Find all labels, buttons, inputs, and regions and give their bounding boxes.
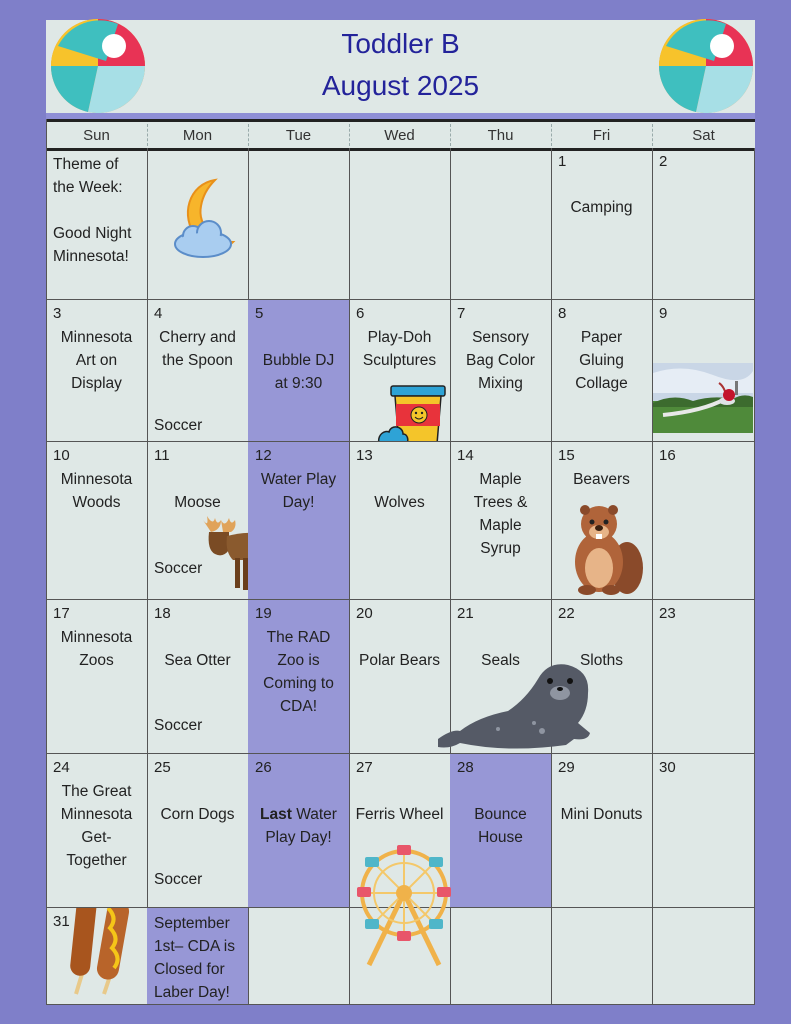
weekday-fri: Fri — [592, 127, 611, 144]
day-event: Last Water Play Day! — [260, 806, 337, 846]
day-event: The Great Minnesota Get- Together — [60, 783, 133, 869]
day-event: Sea Otter — [164, 652, 231, 669]
day-event: Cherry and the Spoon — [159, 329, 236, 369]
soccer-label: Soccer — [154, 560, 203, 577]
day-number: 15 — [558, 447, 575, 464]
day-cell-highlight — [450, 754, 552, 908]
day-event: Mini Donuts — [560, 806, 643, 823]
day-number: 28 — [457, 759, 474, 776]
day-number: 3 — [53, 305, 62, 322]
soccer-label: Soccer — [154, 417, 203, 434]
day-number: 2 — [659, 153, 668, 170]
day-number: 20 — [356, 605, 373, 622]
day-cell-empty — [248, 908, 350, 1005]
day-event: Minnesota Woods — [60, 471, 133, 511]
day-number: 10 — [53, 447, 70, 464]
day-event: The RAD Zoo is Coming to CDA! — [263, 629, 334, 715]
day-number: 30 — [659, 759, 676, 776]
theme-cell — [46, 148, 148, 300]
day-cell-highlight — [248, 442, 350, 600]
day-cell — [652, 300, 755, 442]
day-cell — [147, 754, 249, 908]
day-event: Minnesota Art on Display — [60, 329, 133, 392]
day-cell-highlight — [248, 600, 350, 754]
day-cell-empty — [349, 148, 451, 300]
beach-ball-icon — [48, 16, 148, 116]
day-event: Camping — [570, 199, 633, 216]
day-cell — [147, 442, 249, 600]
day-event: Play-Doh Sculptures — [362, 329, 437, 369]
day-cell-highlight — [248, 754, 350, 908]
calendar-grid — [46, 119, 755, 1005]
page-title: Toddler B — [341, 28, 460, 59]
day-event: Moose — [174, 494, 221, 511]
spoon-cherry-photo — [653, 363, 753, 433]
day-event: Paper Gluing Collage — [575, 329, 628, 392]
day-number: 7 — [457, 305, 466, 322]
day-number: 1 — [558, 153, 567, 170]
day-event: Ferris Wheel — [355, 806, 444, 823]
day-event: Bounce House — [474, 806, 527, 846]
day-number: 18 — [154, 605, 171, 622]
day-number: 6 — [356, 305, 365, 322]
play-doh-icon — [377, 382, 447, 442]
day-cell-empty — [248, 148, 350, 300]
day-event: Corn Dogs — [160, 806, 235, 823]
ferris-wheel-icon — [349, 843, 459, 967]
day-number: 24 — [53, 759, 70, 776]
day-cell — [349, 442, 451, 600]
day-event: Sloths — [579, 652, 624, 669]
day-cell — [652, 148, 755, 300]
day-cell — [652, 600, 755, 754]
beaver-icon — [565, 502, 651, 596]
moon-cloud-icon — [167, 176, 237, 266]
beach-ball-icon — [656, 16, 756, 116]
weekday-thu: Thu — [487, 127, 514, 144]
day-cell-empty — [450, 148, 552, 300]
day-event: Seals — [481, 652, 520, 669]
day-cell — [551, 148, 653, 300]
day-event: Wolves — [374, 494, 425, 511]
day-number: 25 — [154, 759, 171, 776]
day-event: Bubble DJ at 9:30 — [262, 352, 335, 392]
weekday-tue: Tue — [285, 127, 312, 144]
day-cell-empty — [652, 908, 755, 1005]
day-cell — [551, 300, 653, 442]
day-number: 26 — [255, 759, 272, 776]
day-event: Beavers — [573, 471, 630, 488]
day-number: 19 — [255, 605, 272, 622]
day-cell — [652, 442, 755, 600]
day-number: 9 — [659, 305, 668, 322]
day-cell-empty — [450, 908, 552, 1005]
day-cell — [147, 300, 249, 442]
calendar-header — [46, 20, 755, 113]
day-cell-empty — [551, 908, 653, 1005]
day-event: Polar Bears — [359, 652, 440, 669]
month-title: August 2025 — [321, 70, 480, 101]
weekday-sat: Sat — [692, 127, 715, 144]
day-number: 14 — [457, 447, 474, 464]
day-number: 12 — [255, 447, 272, 464]
day-cell — [147, 600, 249, 754]
closure-notice: September 1st– CDA is Closed for Laber Day! — [154, 915, 235, 1001]
day-number: 31 — [53, 913, 70, 930]
day-number: 5 — [255, 305, 264, 322]
day-number: 13 — [356, 447, 373, 464]
theme-text: Theme of the Week: Good Night Minnesota! — [53, 156, 132, 265]
day-event: Water Play Day! — [260, 471, 337, 511]
day-cell — [551, 754, 653, 908]
day-number: 8 — [558, 305, 567, 322]
day-number: 21 — [457, 605, 474, 622]
day-number: 27 — [356, 759, 373, 776]
day-number: 4 — [154, 305, 163, 322]
day-cell-highlight — [147, 908, 249, 1005]
day-cell — [652, 754, 755, 908]
day-cell — [46, 754, 148, 908]
day-cell-highlight — [248, 300, 350, 442]
day-event: Maple Trees & Maple Syrup — [473, 471, 528, 557]
day-number: 11 — [154, 447, 170, 464]
weekday-wed: Wed — [384, 127, 415, 144]
day-number: 22 — [558, 605, 575, 622]
day-cell-empty — [147, 148, 249, 300]
moose-icon — [199, 514, 249, 596]
day-number: 29 — [558, 759, 575, 776]
seal-icon — [438, 659, 594, 753]
day-cell — [46, 600, 148, 754]
soccer-label: Soccer — [154, 871, 203, 888]
calendar-page — [46, 20, 755, 1005]
day-cell — [46, 442, 148, 600]
weekday-mon: Mon — [182, 127, 213, 144]
day-cell — [450, 300, 552, 442]
weekday-header-row — [46, 119, 755, 151]
day-cell — [450, 442, 552, 600]
day-number: 16 — [659, 447, 676, 464]
day-cell — [551, 442, 653, 600]
day-cell — [46, 908, 148, 1005]
corn-dog-icon — [52, 908, 142, 998]
day-event: Minnesota Zoos — [60, 629, 133, 669]
day-number: 23 — [659, 605, 676, 622]
day-cell — [349, 300, 451, 442]
day-event: Sensory Bag Color Mixing — [466, 329, 535, 392]
day-cell — [349, 600, 451, 754]
soccer-label: Soccer — [154, 717, 203, 734]
day-cell — [46, 300, 148, 442]
day-number: 17 — [53, 605, 70, 622]
weekday-sun: Sun — [83, 127, 110, 144]
